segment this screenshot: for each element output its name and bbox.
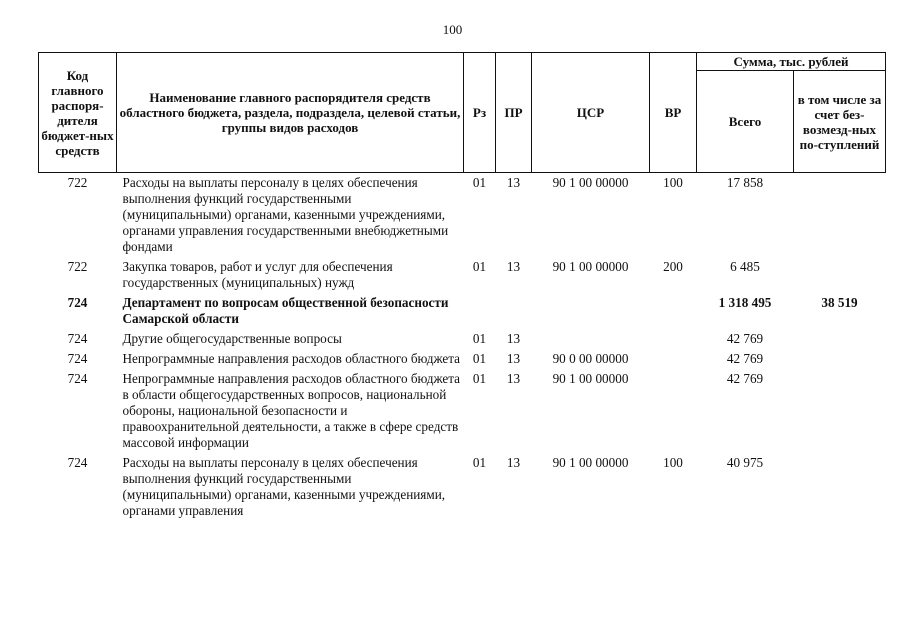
cell-vr: [650, 295, 697, 331]
cell-total: 42 769: [726, 331, 764, 346]
table-body: [39, 173, 886, 524]
cell-rz: 01: [472, 175, 487, 190]
cell-pr: 13: [506, 351, 521, 366]
header-sum: Сумма, тыс. рублей: [697, 53, 886, 71]
cell-csr: 90 1 00 00000: [552, 259, 629, 274]
cell-total: 17 858: [726, 175, 764, 190]
cell-pr: 13: [506, 455, 521, 470]
table-row: [39, 351, 886, 371]
cell-name: Другие общегосударственные вопросы: [122, 331, 342, 346]
cell-pr: 13: [506, 259, 521, 274]
header-name: Наименование главного распорядителя средств областного бюджета, раздела, подраздела, целевой статьи, группы видов расходов: [117, 53, 464, 173]
cell-pr: 13: [506, 175, 521, 190]
table-row: [39, 173, 886, 260]
cell-name: Департамент по вопросам общественной безопасности Самарской области: [122, 295, 449, 326]
cell-vr: [650, 331, 697, 351]
cell-rz: 01: [472, 331, 487, 346]
cell-pr: [496, 295, 532, 331]
cell-rz: 01: [472, 455, 487, 470]
cell-name: Непрограммные направления расходов областного бюджета: [122, 351, 461, 366]
cell-incl: [794, 351, 886, 371]
cell-code: 722: [67, 175, 88, 190]
cell-csr: 90 1 00 00000: [552, 455, 629, 470]
header-pr: ПР: [496, 53, 532, 173]
cell-incl: [794, 371, 886, 455]
cell-incl: 38 519: [821, 295, 858, 310]
table-row: [39, 331, 886, 351]
cell-csr: 90 1 00 00000: [552, 371, 629, 386]
cell-pr: 13: [506, 331, 521, 346]
header-total: Всего: [697, 71, 794, 173]
header-csr: ЦСР: [532, 53, 650, 173]
page-number: 100: [442, 22, 463, 37]
table-row: [39, 455, 886, 523]
table-header: [39, 53, 886, 173]
cell-incl: [794, 455, 886, 523]
cell-code: 722: [67, 259, 88, 274]
cell-csr: [532, 331, 650, 351]
cell-total: 42 769: [726, 351, 764, 366]
cell-name: Расходы на выплаты персоналу в целях обеспечения выполнения функций государственными (муниципальными) органами, казенными учреждениями, органами управления государственными внебюджетными фондами: [122, 175, 449, 254]
cell-vr: 100: [663, 175, 683, 190]
cell-name: Закупка товаров, работ и услуг для обеспечения государственных (муниципальных) нужд: [122, 259, 393, 290]
cell-code: 724: [67, 295, 88, 310]
cell-csr: 90 1 00 00000: [552, 175, 629, 190]
cell-name: Непрограммные направления расходов областного бюджета в области общегосударственных вопросов, национальной обороны, национальной безопасности и правоохранительной деятельности, а также в сфере средств массовой информации: [122, 371, 461, 450]
cell-vr: 100: [663, 455, 683, 470]
cell-vr: [650, 351, 697, 371]
header-incl: в том числе за счет без-возмезд-ных по-ступлений: [794, 71, 886, 173]
cell-total: 40 975: [726, 455, 764, 470]
cell-total: 6 485: [730, 259, 760, 274]
header-rz: Рз: [464, 53, 496, 173]
cell-csr: 90 0 00 00000: [552, 351, 629, 366]
cell-rz: [464, 295, 496, 331]
cell-pr: 13: [506, 371, 521, 386]
cell-csr: [532, 295, 650, 331]
header-vr: ВР: [650, 53, 697, 173]
cell-total: 42 769: [726, 371, 764, 386]
cell-incl: [794, 331, 886, 351]
cell-incl: [794, 173, 886, 260]
cell-code: 724: [67, 371, 88, 386]
cell-code: 724: [67, 351, 88, 366]
table-row: [39, 371, 886, 455]
cell-rz: 01: [472, 351, 487, 366]
cell-rz: 01: [472, 259, 487, 274]
table-row: [39, 295, 886, 331]
cell-vr: [650, 371, 697, 455]
cell-code: 724: [67, 455, 88, 470]
header-code: Код главного распоря-дителя бюджет-ных средств: [39, 53, 117, 173]
cell-incl: [794, 259, 886, 295]
cell-code: 724: [67, 331, 88, 346]
cell-rz: 01: [472, 371, 487, 386]
cell-name: Расходы на выплаты персоналу в целях обеспечения выполнения функций государственными (муниципальными) органами, казенными учреждениями, органами управления: [122, 455, 446, 518]
cell-total: 1 318 495: [718, 295, 772, 310]
budget-table: [38, 52, 886, 523]
table-row: [39, 259, 886, 295]
cell-vr: 200: [663, 259, 683, 274]
